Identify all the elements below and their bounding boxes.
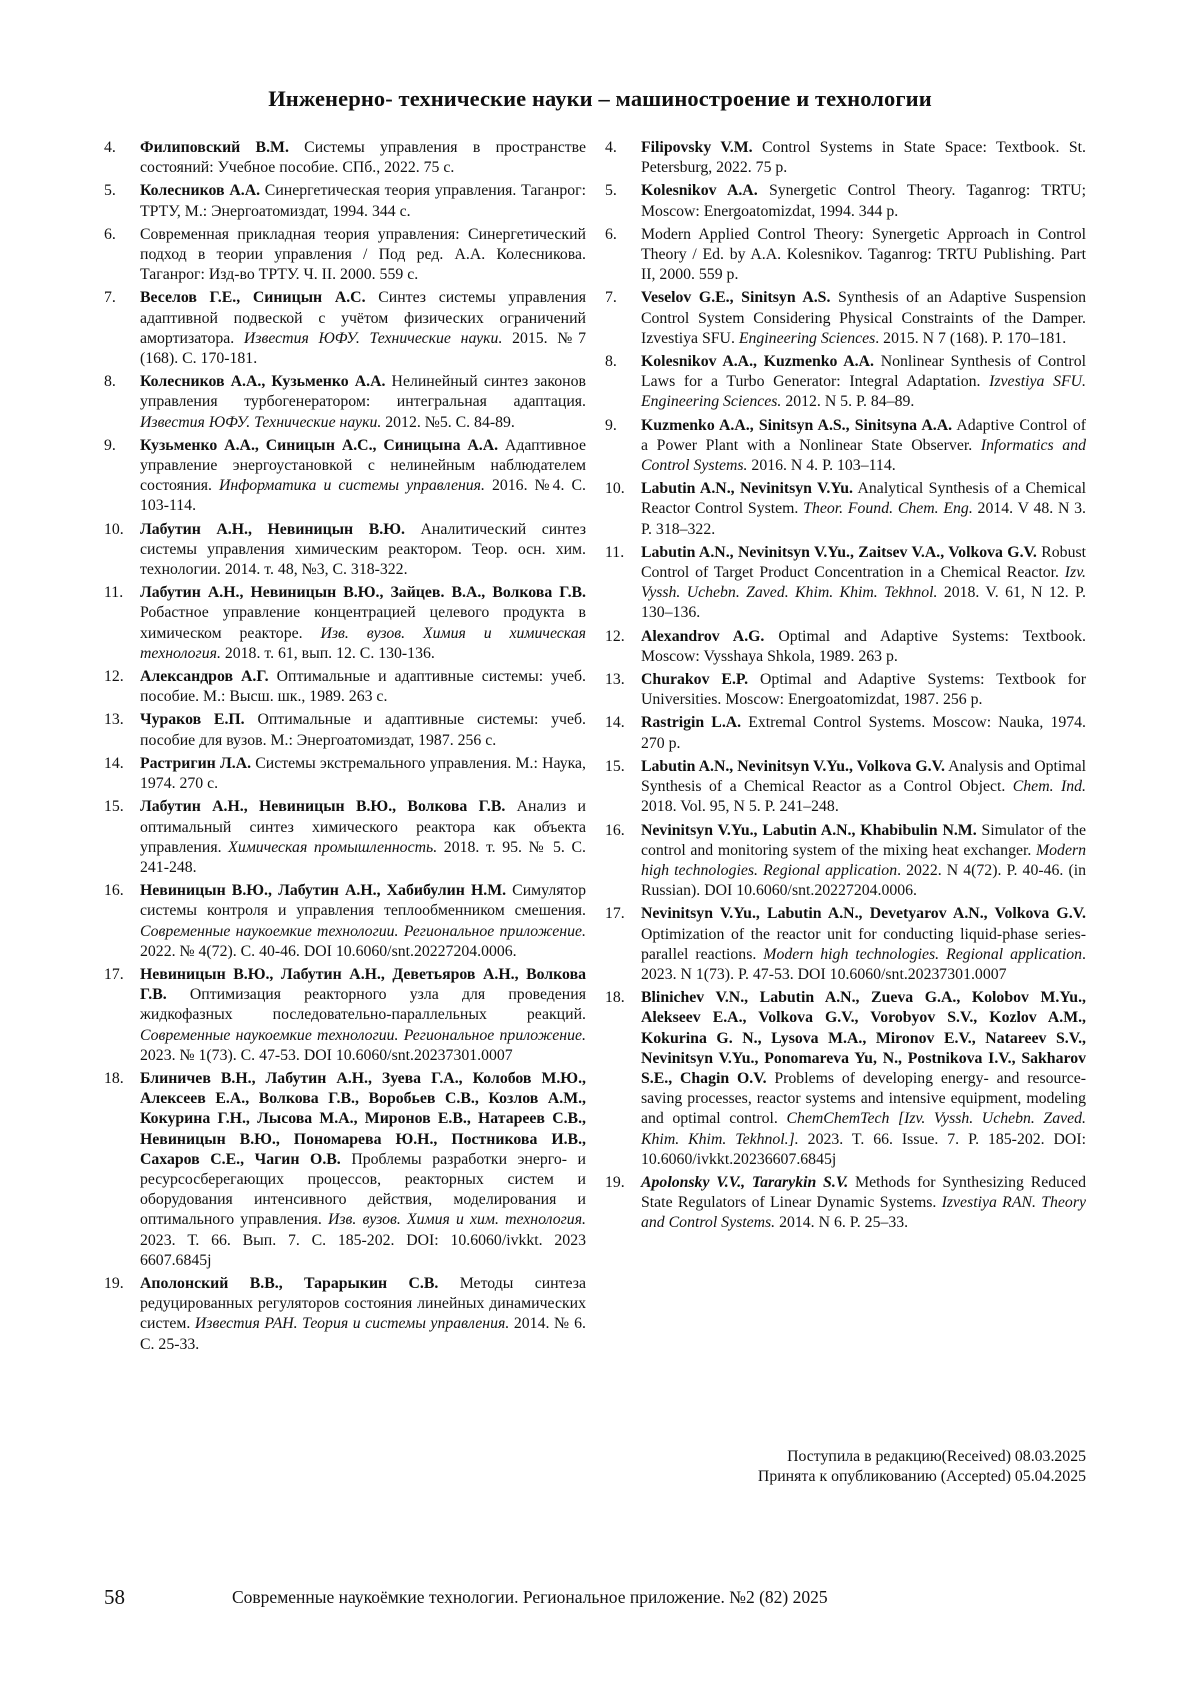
reference-title: Problems of developing energy- and resource-saving processes, reactor systems and intensive equipment, modeling and optimal control. [641, 1069, 1086, 1128]
reference-text [140, 881, 586, 962]
reference-item [104, 520, 586, 581]
reference-item [104, 667, 586, 707]
reference-number: 12. [605, 627, 625, 645]
reference-authors: Растригин Л.А. [140, 754, 252, 772]
reference-item [104, 583, 586, 664]
reference-title: Оптимальные и адаптивные системы: учеб. пособие для вузов. М.: Энергоатомиздат, 1987. 256 с. [140, 711, 586, 749]
reference-authors: Filipovsky V.M. [641, 139, 753, 156]
reference-number: 8. [104, 373, 116, 391]
reference-details: . 2022. N 4(72). P. 40-46. (in Russian). DOI 10.6060/snt.20227204.0006. [641, 861, 1086, 900]
reference-title: Современная прикладная теория управления: Синергетический подход в теории управления / Под ред. А.А. Колесникова. Таганрог: Изд-во ТРТУ. Ч. II. 2000. 559 с. [140, 225, 586, 284]
reference-item [605, 988, 1086, 1170]
reference-title: Робастное управление концентрацией целевого продукта в химическом реакторе. [140, 604, 586, 642]
reference-title: Analytical Synthesis of a Chemical Reactor Control System. [641, 480, 1086, 518]
reference-text [641, 138, 1086, 178]
reference-number: 13. [104, 711, 124, 729]
reference-number: 7. [605, 289, 617, 307]
reference-details: 2018. т. 61, вып. 12. С. 130-136. [220, 644, 435, 662]
reference-authors: Блиничев В.Н., Лабутин А.Н., Зуева Г.А., Колобов М.Ю., Алексеев Е.А., Волкова Г.В., Воробьев С.В., Козлов А.М., Кокурина Г.Н., Лысова М.А., Миронов Е.В., Натареев С.В., Невиницын В.Ю., Пономарева Ю.Н., Постникова И.В., Сахаров С.Е., Чагин О.В. [140, 1069, 586, 1168]
reference-text [641, 757, 1086, 818]
reference-text [140, 1274, 586, 1355]
reference-number: 15. [605, 757, 625, 775]
reference-title: Симулятор системы контроля и управления теплообменником смешения. [140, 882, 587, 920]
reference-details: 2018. т. 95. № 5. С. 241-248. [140, 838, 586, 876]
reference-item [605, 479, 1086, 540]
reference-text [641, 713, 1086, 753]
reference-details: 2014. № 6. С. 25-33. [140, 1315, 587, 1353]
reference-text [641, 627, 1086, 667]
reference-authors: Kuzmenko A.A., Sinitsyn A.S., Sinitsyna A.A. [641, 416, 953, 434]
reference-item [104, 372, 586, 433]
reference-text [140, 583, 586, 664]
accepted-date: Принята к опубликованию (Accepted) 05.04.2025 [757, 1468, 1086, 1486]
reference-item [104, 288, 586, 369]
reference-authors: Филиповский В.М. [140, 139, 289, 156]
reference-authors: Лабутин А.Н., Невиницын В.Ю., Зайцев. В.А., Волкова Г.В. [140, 584, 586, 602]
reference-number: 15. [104, 798, 124, 816]
reference-authors: Nevinitsyn V.Yu., Labutin A.N., Khabibulin N.M. [641, 821, 977, 839]
reference-title: Адаптивное управление энергоустановкой с нелинейным наблюдателем состояния. [140, 436, 586, 495]
reference-text [641, 225, 1086, 286]
reference-source: Известия ЮФУ. Технические науки. [243, 329, 503, 347]
reference-authors: Невиницын В.Ю., Лабутин А.Н., Хабибулин Н.М. [140, 882, 507, 900]
reference-details: 2016. №4. С. 103-114. [140, 477, 586, 515]
reference-number: 17. [605, 905, 625, 923]
reference-number: 16. [605, 821, 625, 839]
reference-item [605, 288, 1086, 349]
reference-number: 5. [104, 182, 116, 200]
reference-details: 2014. N 6. P. 25–33. [775, 1214, 909, 1232]
reference-item [104, 436, 586, 517]
reference-details: 2018. V. 61, N 12. P. 130–136. [641, 584, 1086, 622]
reference-title: Analysis and Optimal Synthesis of a Chemical Reactor as a Control Object. [641, 757, 1086, 796]
reference-details: 2018. Vol. 95, N 5. P. 241–248. [641, 798, 839, 816]
reference-details: 2012. №5. С. 84-89. [381, 413, 515, 431]
reference-item [605, 416, 1086, 477]
reference-authors: Nevinitsyn V.Yu., Labutin A.N., Devetyarov A.N., Volkova G.V. [641, 905, 1086, 923]
reference-authors: Александров А.Г. [140, 668, 269, 686]
reference-number: 5. [605, 182, 617, 200]
reference-text [641, 288, 1086, 349]
reference-item [104, 1069, 586, 1271]
reference-authors: Кузьменко А.А., Синицын А.С., Синицына А.А. [140, 436, 499, 454]
reference-text [140, 181, 586, 221]
reference-text [641, 352, 1086, 413]
reference-item [104, 965, 586, 1066]
reference-item [605, 627, 1086, 667]
reference-details: 2015. №7 (168). С. 170-181. [140, 329, 586, 368]
reference-item [605, 713, 1086, 753]
reference-item [104, 881, 586, 962]
reference-authors: Rastrigin L.A. [641, 714, 742, 732]
reference-text [641, 670, 1086, 710]
reference-authors: Kolesnikov A.A., Kuzmenko A.A. [641, 353, 874, 371]
reference-source: Информатика и системы управления. [219, 477, 485, 495]
received-accepted-block [758, 1447, 1086, 1487]
reference-title: Оптимизация реакторного узла для проведения жидкофазных последовательно-параллельных реакций. [140, 986, 586, 1024]
reference-title: Robust Control of Target Product Concentration in a Chemical Reactor. [641, 543, 1087, 582]
reference-item [104, 181, 586, 221]
reference-number: 11. [605, 543, 625, 561]
reference-details: . 2015. N 7 (168). P. 170–181. [875, 329, 1067, 347]
reference-number: 18. [605, 989, 625, 1007]
references-russian-column [104, 138, 586, 1358]
reference-text [140, 710, 586, 750]
reference-item [104, 138, 586, 178]
reference-title: Optimal and Adaptive Systems: Textbook. Moscow: Vysshaya Shkola, 1989. 263 p. [641, 627, 1086, 665]
reference-title: Adaptive Control of a Power Plant with a Nonlinear State Observer. [641, 416, 1086, 454]
reference-text [140, 372, 586, 433]
references-english-column [605, 138, 1086, 1237]
reference-source: Современные наукоемкие технологии. Региональное приложение. [140, 1026, 586, 1044]
reference-text [140, 138, 586, 178]
reference-authors: Аполонский В.В., Тарарыкин С.В. [140, 1274, 439, 1292]
reference-authors: Blinichev V.N., Labutin A.N., Zueva G.A., Kolobov M.Yu., Alekseev E.A., Volkova G.V., Vorobyov S.V., Kozlov A.M., Kokurina G. N., Lysova M.A., Mironov E.V., Natareev S.V., Nevinitsyn V.Yu., Ponomareva Yu, N., Postnikova I.V., Sakharov S.E., Chagin O.V. [641, 989, 1086, 1087]
reference-number: 10. [104, 520, 124, 538]
reference-authors: Колесников А.А. [140, 182, 261, 200]
reference-item [605, 757, 1086, 818]
reference-number: 18. [104, 1069, 124, 1087]
reference-item [605, 670, 1086, 710]
reference-item [605, 1173, 1086, 1234]
reference-authors: Лабутин А.Н., Невиницын В.Ю. [140, 520, 405, 538]
reference-title: Extremal Control Systems. Moscow: Nauka, 1974. 270 p. [641, 714, 1086, 752]
reference-number: 10. [605, 480, 625, 498]
reference-number: 16. [104, 882, 124, 900]
reference-title: Optimal and Adaptive Systems: Textbook for Universities. Moscow: Energoatomizdat, 1987. 256 p. [641, 671, 1086, 709]
reference-title: Проблемы разработки энерго- и ресурсосберегающих процессов, реакторных систем и оборудования интенсивного действия, моделирования и оптимального управления. [140, 1150, 586, 1229]
reference-number: 4. [104, 139, 116, 156]
reference-item [605, 225, 1086, 286]
received-date: Поступила в редакцию(Received) 08.03.2025 [787, 1448, 1086, 1465]
reference-item [104, 1274, 586, 1355]
reference-item [104, 225, 586, 286]
reference-authors: Apolonsky V.V., Tararykin S.V. [641, 1173, 849, 1191]
reference-authors: Labutin A.N., Nevinitsyn V.Yu., Zaitsev V.A., Volkova G.V. [641, 543, 1037, 561]
reference-text [641, 988, 1086, 1170]
reference-number: 9. [104, 436, 116, 454]
reference-source: Izvestiya RAN. Theory and Control Systems. [641, 1194, 1086, 1232]
reference-title: Synergetic Control Theory. Taganrog: TRTU; Moscow: Energoatomizdat, 1994. 344 p. [641, 182, 1086, 220]
reference-item [605, 138, 1086, 178]
reference-text [140, 225, 586, 286]
reference-text [641, 416, 1086, 477]
reference-title: Synthesis of an Adaptive Suspension Control System Considering Physical Constraints of the Damper. Izvestiya SFU. [641, 289, 1087, 347]
reference-authors: Веселов Г.Е., Синицын А.С. [140, 289, 366, 307]
reference-item [605, 904, 1086, 985]
reference-source: ChemChemTech [Izv. Vyssh. Uchebn. Zaved. Khim. Khim. Tekhnol.]. [641, 1110, 1086, 1148]
reference-number: 7. [104, 289, 116, 307]
reference-text [140, 797, 586, 878]
reference-details: 2022. № 4(72). С. 40-46. DOI 10.6060/snt.20227204.0006. [140, 942, 517, 960]
reference-title: Optimization of the reactor unit for conducting liquid-phase series-parallel reactions. [641, 925, 1086, 963]
reference-details: 2023. T. 66. Issue. 7. P. 185-202. DOI: 10.6060/ivkkt.20236607.6845j [641, 1130, 1086, 1168]
reference-number: 9. [605, 416, 617, 434]
page-header-title: Инженерно- технические науки – машиностроение и технологии [268, 86, 932, 111]
reference-title: Анализ и оптимальный синтез химического реактора как объекта управления. [140, 798, 586, 856]
reference-text [641, 543, 1086, 624]
reference-authors: Лабутин А.Н., Невиницын В.Ю., Волкова Г.В. [140, 798, 506, 816]
reference-text [641, 479, 1086, 540]
reference-number: 11. [104, 584, 124, 602]
reference-text [140, 288, 586, 369]
reference-number: 12. [104, 668, 124, 686]
reference-item [605, 181, 1086, 221]
reference-details: 2023. № 1(73). С. 47-53. DOI 10.6060/snt.20237301.0007 [140, 1046, 513, 1064]
reference-text [140, 667, 586, 707]
reference-source: Изв. вузов. Химия и химическая технология. [140, 624, 587, 662]
reference-number: 13. [605, 671, 625, 689]
footer-journal-title: Современные наукоёмкие технологии. Региональное приложение. №2 (82) 2025 [232, 1587, 828, 1607]
reference-details: 2023. Т. 66. Вып. 7. С. 185-202. DOI: 10.6060/ivkkt. 2023 6607.6845j [140, 1231, 586, 1269]
reference-title: Синтез системы управления адаптивной подвеской с учётом физических ограничений амортизатора. [140, 289, 586, 347]
reference-authors: Labutin A.N., Nevinitsyn V.Yu. [641, 480, 854, 498]
reference-title: Nonlinear Synthesis of Control Laws for a Turbo Generator: Integral Adaptation. [641, 353, 1086, 391]
page-number: 58 [104, 1585, 125, 1609]
reference-number: 19. [605, 1173, 625, 1191]
reference-number: 14. [104, 754, 124, 772]
reference-text [140, 436, 586, 517]
reference-title: Нелинейный синтез законов управления турбогенератором: интегральная адаптация. [140, 373, 586, 411]
reference-item [605, 543, 1086, 624]
reference-item [605, 352, 1086, 413]
reference-authors: Kolesnikov A.A. [641, 182, 758, 200]
reference-source: Engineering Sciences [738, 329, 876, 347]
reference-details: . 2023. N 1(73). P. 47-53. DOI 10.6060/snt.20237301.0007 [641, 945, 1086, 983]
reference-source: Известия РАН. Теория и системы управления. [194, 1315, 510, 1333]
reference-source: Изв. вузов. Химия и хим. технология. [327, 1211, 586, 1229]
reference-source: Informatics and Control Systems. [641, 436, 1087, 475]
reference-text [641, 904, 1086, 985]
reference-authors: Labutin A.N., Nevinitsyn V.Yu., Volkova G.V. [641, 757, 945, 775]
reference-text [140, 1069, 586, 1271]
reference-source: Современные наукоемкие технологии. Региональное приложение. [140, 922, 586, 940]
reference-text [641, 821, 1086, 902]
reference-details: 2016. N 4. P. 103–114. [747, 457, 896, 475]
reference-item [605, 821, 1086, 902]
reference-source: Izvestiya SFU. Engineering Sciences. [641, 373, 1086, 411]
reference-title: Simulator of the control and monitoring system of the mixing heat exchanger. [641, 821, 1086, 859]
reference-number: 14. [605, 714, 625, 732]
reference-text [140, 754, 586, 794]
reference-title: Аналитический синтез системы управления химическим реактором. Теор. осн. хим. технологии. 2014. т. 48, №3, С. 318-322. [140, 520, 586, 579]
reference-authors: Невиницын В.Ю., Лабутин А.Н., Деветьяров А.Н., Волкова Г.В. [140, 965, 586, 1004]
reference-authors: Veselov G.E., Sinitsyn A.S. [641, 289, 831, 307]
reference-title: Синергетическая теория управления. Таганрог: ТРТУ, М.: Энергоатомиздат, 1994. 344 с. [140, 182, 586, 220]
reference-text [140, 520, 586, 581]
reference-authors: Колесников А.А., Кузьменко А.А. [140, 373, 386, 391]
reference-item [104, 710, 586, 750]
reference-title: Системы управления в пространстве состояний: Учебное пособие. СПб., 2022. 75 с. [140, 139, 586, 177]
reference-number: 4. [605, 139, 617, 156]
reference-number: 6. [605, 225, 617, 243]
reference-source: Modern high technologies. Regional application [763, 945, 1083, 963]
reference-title: Методы синтеза редуцированных регуляторов состояния линейных динамических систем. [140, 1274, 586, 1333]
reference-source: Theor. Found. Chem. Eng. [803, 500, 973, 518]
reference-item [104, 754, 586, 794]
reference-authors: Чураков Е.П. [140, 711, 245, 729]
reference-title: Modern Applied Control Theory: Synergetic Approach in Control Theory / Ed. by A.A. Kolesnikov. Taganrog: TRTU Publishing. Part II, 2000. 559 p. [641, 225, 1086, 284]
reference-text [641, 1173, 1086, 1234]
reference-item [104, 797, 586, 878]
reference-number: 19. [104, 1274, 124, 1292]
reference-source: Известия ЮФУ. Технические науки. [140, 413, 382, 431]
reference-details: 2014. V 48. N 3. P. 318–322. [641, 500, 1086, 538]
reference-source: Chem. Ind. [1012, 778, 1086, 796]
reference-source: Izv. Vyssh. Uchebn. Zaved. Khim. Khim. Tekhnol. [641, 564, 1086, 602]
reference-authors: Churakov E.P. [641, 671, 749, 689]
reference-details: 2012. N 5. P. 84–89. [781, 393, 915, 411]
reference-title: Системы экстремального управления. М.: Наука, 1974. 270 с. [140, 754, 586, 793]
reference-title: Оптимальные и адаптивные системы: учеб. пособие. М.: Высш. шк., 1989. 263 с. [140, 668, 587, 706]
reference-authors: Alexandrov A.G. [641, 627, 765, 645]
reference-number: 17. [104, 965, 124, 983]
reference-number: 8. [605, 353, 617, 371]
reference-number: 6. [104, 225, 116, 243]
reference-text [641, 181, 1086, 221]
reference-title: Methods for Synthesizing Reduced State Regulators of Linear Dynamic Systems. [641, 1173, 1087, 1212]
reference-source: Химическая промышленность. [228, 838, 438, 856]
reference-text [140, 965, 586, 1066]
reference-source: Modern high technologies. Regional application [641, 841, 1086, 879]
reference-title: Control Systems in State Space: Textbook. St. Petersburg, 2022. 75 p. [641, 139, 1086, 177]
